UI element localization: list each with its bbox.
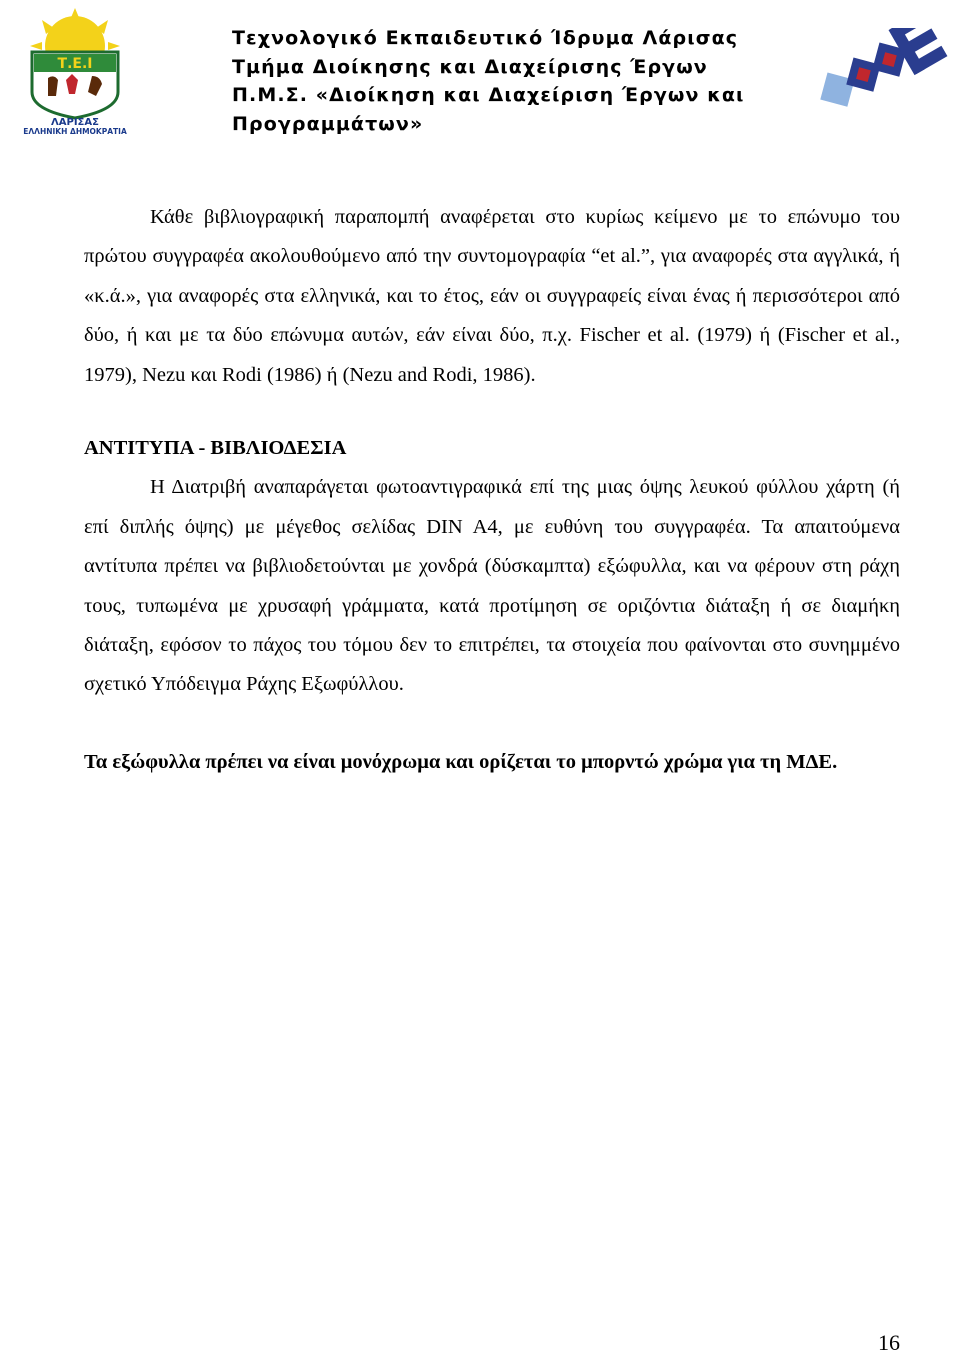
program-logo	[815, 28, 955, 123]
svg-text:Τ.Ε.Ι: Τ.Ε.Ι	[57, 56, 93, 72]
program-name-line-2: Προγραμμάτων»	[232, 112, 424, 135]
citation-paragraph: Κάθε βιβλιογραφική παραπομπή αναφέρεται στο κυρίως κείμενο με το επώνυμο του πρώτου συγγραφέα ακολουθούμενο από την συντομογραφία “et al.”, για αναφορές στα αγγλικά, ή «κ.ά.», για αναφορές στα ελληνικά, και το έτος, εάν οι συγγραφείς είναι ένας ή περισσότεροι από δύο, ή και με τα δύο επώνυμα αυτών, εάν είναι δύο, π.χ. Fischer et al. (1979) ή (Fischer et al., 1979), Nezu και Rodi (1986) ή (Nezu and Rodi, 1986).	[84, 206, 900, 386]
program-name-line-1: Π.Μ.Σ. «Διοίκηση και Διαχείριση Έργων και	[232, 84, 745, 106]
section-heading: ΑΝΤΙΤΥΠΑ - ΒΙΒΛΙΟΔΕΣΙΑ	[84, 437, 347, 460]
svg-text:ΕΛΛΗΝΙΚΗ ΔΗΜΟΚΡΑΤΙΑ: ΕΛΛΗΝΙΚΗ ΔΗΜΟΚΡΑΤΙΑ	[23, 127, 127, 134]
institution-name: Τεχνολογικό Εκπαιδευτικό Ίδρυμα Λάρισας	[232, 27, 739, 49]
department-name: Τμήμα Διοίκησης και Διαχείρισης Έργων	[232, 55, 708, 78]
document-body	[84, 198, 900, 782]
svg-text:ΛΑΡΙΣΑΣ: ΛΑΡΙΣΑΣ	[51, 117, 99, 128]
page-header	[0, 0, 960, 150]
page-number: 16	[878, 1330, 900, 1355]
binding-paragraph: Η Διατριβή αναπαράγεται φωτοαντιγραφικά επί της μιας όψης λευκού φύλλου χάρτη (ή επί διπλής όψης) με μέγεθος σελίδας DIN A4, με ευθύνη του συγγραφέα. Τα απαιτούμενα αντίτυπα πρέπει να βιβλιοδετούνται με χονδρά (δύσκαμπτα) εξώφυλλα, και να φέρουν στη ράχη τους, τυπωμένα με χρυσαφή γράμματα, κατά προτίμηση σε οριζόντια διάταξη ή σε διαμήκη διάταξη, εφόσον το πάχος του τόμου δεν το επιτρέπει, τα στοιχεία που φαίνονται στο συνημμένο σχετικό Υπόδειγμα Ράχης Εξωφύλλου.	[84, 476, 900, 696]
cover-color-note: Τα εξώφυλλα πρέπει να είναι μονόχρωμα και ορίζεται το μπορντώ χρώμα για τη ΜΔΕ.	[84, 750, 838, 773]
institution-header	[232, 24, 745, 138]
tei-larisas-logo	[14, 6, 136, 134]
